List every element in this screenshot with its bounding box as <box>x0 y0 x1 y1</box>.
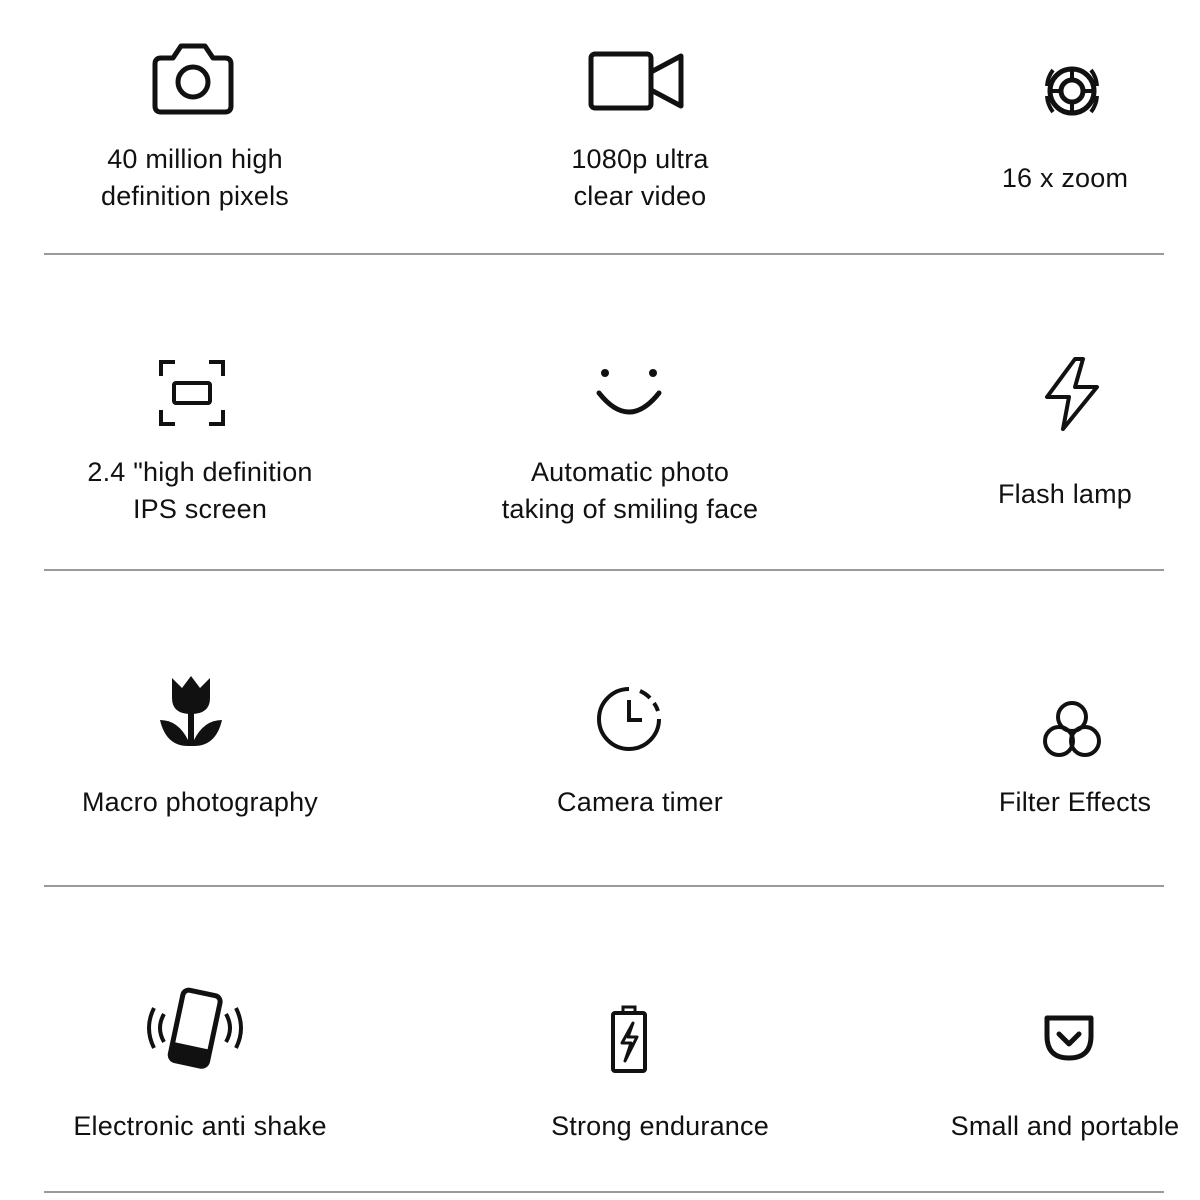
feature-screen <box>75 254 325 570</box>
feature-label: 40 million high definition pixels <box>100 144 289 211</box>
feature-label: 16 x zoom <box>1001 163 1129 193</box>
feature-label: Small and portable <box>950 1111 1180 1141</box>
feature-label: Flash lamp <box>997 479 1133 509</box>
feature-smile <box>480 254 780 570</box>
battery-charging-icon <box>608 1004 650 1074</box>
row-divider <box>44 1191 1164 1193</box>
smile-icon <box>594 366 664 426</box>
feature-label: Automatic photo taking of smiling face <box>501 457 759 524</box>
feature-row-1 <box>0 0 1200 254</box>
zoom-lens-icon <box>1039 58 1105 124</box>
feature-row-3 <box>0 570 1200 886</box>
feature-label: Macro photography <box>81 787 319 817</box>
pocket-icon <box>1041 1012 1097 1064</box>
feature-filter <box>960 570 1190 886</box>
video-camera-icon <box>585 48 689 114</box>
timer-clock-icon <box>594 684 664 754</box>
feature-video <box>515 0 765 254</box>
feature-row-4 <box>0 886 1200 1200</box>
feature-label: 1080p ultra clear video <box>571 144 709 211</box>
feature-label: Strong endurance <box>551 1111 769 1141</box>
feature-endurance <box>520 886 800 1200</box>
camera-icon <box>148 40 238 116</box>
feature-zoom <box>945 0 1185 254</box>
macro-flower-icon <box>156 672 226 750</box>
feature-portable <box>935 886 1195 1200</box>
feature-macro <box>60 570 340 886</box>
feature-label: 2.4 "high definition IPS screen <box>87 457 313 524</box>
vibrating-phone-icon <box>144 986 244 1072</box>
feature-row-2 <box>0 254 1200 570</box>
feature-anti-shake <box>50 886 350 1200</box>
flash-icon <box>1039 356 1103 432</box>
feature-label: Filter Effects <box>998 787 1152 817</box>
feature-flash <box>945 254 1185 570</box>
feature-timer <box>510 570 770 886</box>
feature-label: Camera timer <box>557 787 723 817</box>
filter-circles-icon <box>1040 698 1104 762</box>
screen-frame-icon <box>157 358 227 428</box>
feature-label: Electronic anti shake <box>73 1111 327 1141</box>
feature-pixels <box>70 0 320 254</box>
